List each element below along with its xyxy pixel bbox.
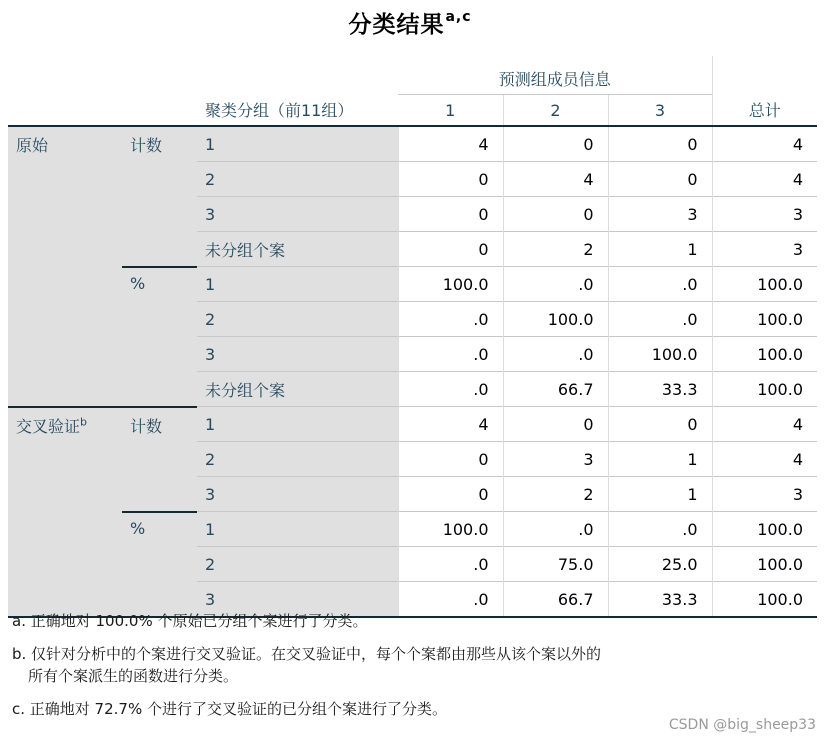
cell-total: 3 xyxy=(712,232,817,267)
row-group-label: 1 xyxy=(197,512,398,547)
cell-total: 100.0 xyxy=(712,372,817,407)
block-label: % xyxy=(122,512,197,618)
row-group-label: 2 xyxy=(197,547,398,582)
cell-total: 4 xyxy=(712,407,817,442)
cell-value: .0 xyxy=(398,302,503,337)
cell-value: 0 xyxy=(503,407,608,442)
cell-value: 33.3 xyxy=(608,372,712,407)
header-spacer xyxy=(8,56,398,95)
cell-value: 0 xyxy=(398,162,503,197)
row-group-label: 3 xyxy=(197,337,398,372)
cell-total: 100.0 xyxy=(712,582,817,618)
cell-total: 4 xyxy=(712,126,817,162)
cell-total: 100.0 xyxy=(712,267,817,302)
table-row xyxy=(8,126,817,162)
cell-value: .0 xyxy=(398,547,503,582)
section-name: 交叉验证 xyxy=(16,416,81,436)
footnotes xyxy=(12,610,601,731)
cell-total: 100.0 xyxy=(712,547,817,582)
row-group-label: 3 xyxy=(197,197,398,232)
block-label: 计数 xyxy=(122,126,197,267)
cell-total: 100.0 xyxy=(712,302,817,337)
cell-value: 0 xyxy=(608,126,712,162)
cell-total: 4 xyxy=(712,442,817,477)
cell-value: 66.7 xyxy=(503,372,608,407)
cell-value: 0 xyxy=(398,442,503,477)
header-row-top xyxy=(8,56,817,95)
footnote-b-line1: b. 仅针对分析中的个案进行交叉验证。在交叉验证中，每个个案都由那些从该个案以外的 xyxy=(12,645,602,663)
cell-value: 100.0 xyxy=(608,337,712,372)
cell-value: 100.0 xyxy=(398,267,503,302)
block-label: 计数 xyxy=(122,407,197,512)
section-label xyxy=(8,126,122,407)
cell-value: .0 xyxy=(398,372,503,407)
cell-total: 100.0 xyxy=(712,512,817,547)
cell-value: .0 xyxy=(608,512,712,547)
cell-value: 4 xyxy=(398,126,503,162)
row-group-label: 1 xyxy=(197,267,398,302)
cell-value: .0 xyxy=(503,267,608,302)
footnote-b xyxy=(12,643,601,687)
cell-value: 3 xyxy=(608,197,712,232)
cell-value: 2 xyxy=(503,477,608,512)
row-group-label: 1 xyxy=(197,126,398,162)
col-header-3: 3 xyxy=(608,95,712,127)
cell-value: 33.3 xyxy=(608,582,712,618)
table-row xyxy=(8,407,817,442)
cell-value: 4 xyxy=(398,407,503,442)
total-header-spacer xyxy=(712,56,817,95)
table-row xyxy=(8,267,817,302)
cell-value: 0 xyxy=(608,407,712,442)
predicted-group-header: 预测组成员信息 xyxy=(498,70,611,89)
classification-table xyxy=(8,56,817,618)
header-blank xyxy=(8,95,197,127)
row-group-label: 1 xyxy=(197,407,398,442)
cell-value: 2 xyxy=(503,232,608,267)
cell-total: 100.0 xyxy=(712,337,817,372)
watermark: CSDN @big_sheep33 xyxy=(668,717,816,733)
cell-total: 4 xyxy=(712,162,817,197)
footnote-a: a. 正确地对 100.0% 个原始已分组个案进行了分类。 xyxy=(12,612,368,630)
block-label: % xyxy=(122,267,197,407)
cell-value: 0 xyxy=(398,477,503,512)
section-superscript: b xyxy=(80,415,87,429)
cell-value: .0 xyxy=(398,582,503,618)
cluster-group-header: 聚类分组（前11组） xyxy=(205,101,354,121)
cell-value: 3 xyxy=(503,442,608,477)
section-label xyxy=(8,407,122,618)
cell-value: 1 xyxy=(608,477,712,512)
row-group-label: 3 xyxy=(197,477,398,512)
cell-value: 4 xyxy=(503,162,608,197)
col-header-1: 1 xyxy=(398,95,503,127)
cell-value: .0 xyxy=(608,302,712,337)
section-name: 原始 xyxy=(16,136,49,155)
cell-value: 100.0 xyxy=(503,302,608,337)
col-header-2: 2 xyxy=(503,95,608,127)
row-group-label: 2 xyxy=(197,162,398,197)
cell-value: 100.0 xyxy=(398,512,503,547)
row-group-label: 2 xyxy=(197,302,398,337)
cell-value: 1 xyxy=(608,232,712,267)
cell-total: 3 xyxy=(712,197,817,232)
table-row xyxy=(8,512,817,547)
cell-value: 0 xyxy=(398,232,503,267)
row-group-label: 未分组个案 xyxy=(197,232,398,267)
cell-value: .0 xyxy=(503,512,608,547)
cell-value: 66.7 xyxy=(503,582,608,618)
title-superscript: a,c xyxy=(445,9,472,25)
cell-value: .0 xyxy=(608,267,712,302)
footnote-b-line2: 所有个案派生的函数进行分类。 xyxy=(28,667,239,685)
row-group-label: 未分组个案 xyxy=(197,372,398,407)
table-title xyxy=(0,6,820,39)
cell-value: 0 xyxy=(503,126,608,162)
cell-value: 0 xyxy=(608,162,712,197)
cell-value: 75.0 xyxy=(503,547,608,582)
footnote-c: c. 正确地对 72.7% 个进行了交叉验证的已分组个案进行了分类。 xyxy=(12,700,447,718)
cell-value: .0 xyxy=(503,337,608,372)
row-group-label: 2 xyxy=(197,442,398,477)
cell-value: .0 xyxy=(398,337,503,372)
cell-value: 1 xyxy=(608,442,712,477)
row-group-label: 3 xyxy=(197,582,398,618)
title-text: 分类结果 xyxy=(348,12,445,38)
cell-value: 0 xyxy=(398,197,503,232)
cell-value: 25.0 xyxy=(608,547,712,582)
total-header: 总计 xyxy=(712,95,817,127)
header-row xyxy=(8,95,817,127)
cell-value: 0 xyxy=(503,197,608,232)
cell-total: 3 xyxy=(712,477,817,512)
